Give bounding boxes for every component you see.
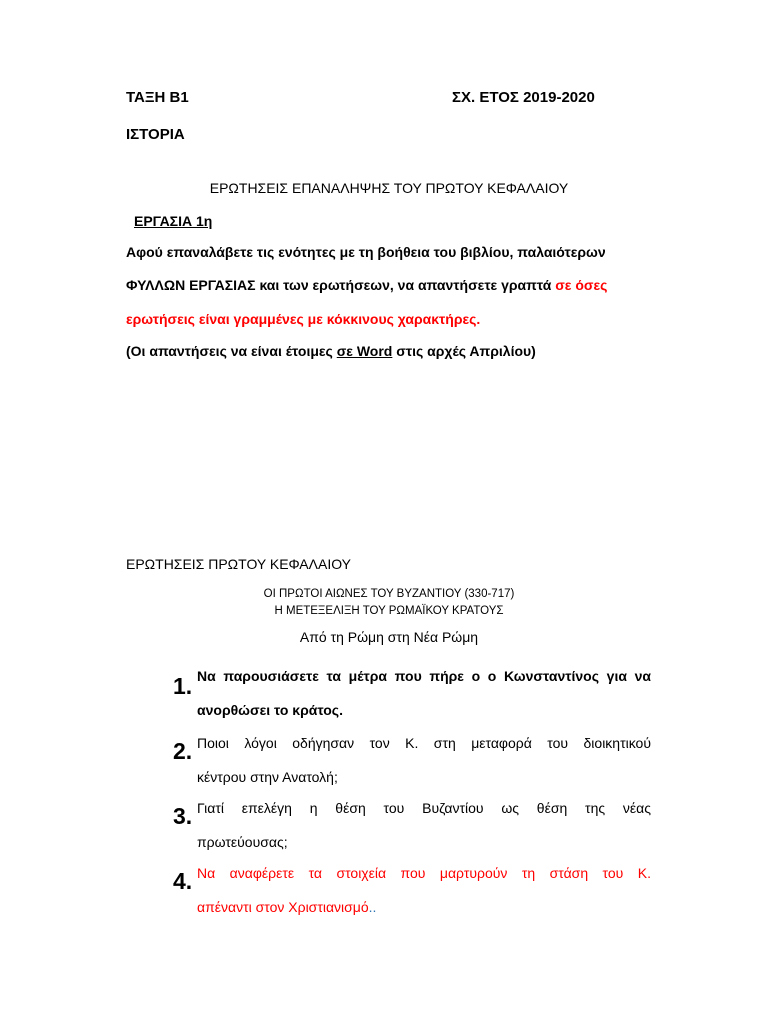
instruction-line-2-red: σε όσες bbox=[555, 277, 608, 293]
review-questions-title: ΕΡΩΤΗΣΕΙΣ ΕΠΑΝΑΛΗΨΗΣ ΤΟΥ ΠΡΩΤΟΥ ΚΕΦΑΛΑΙΟΥ bbox=[209, 180, 569, 196]
question-4 bbox=[197, 863, 651, 931]
class-label: ΤΑΞΗ Β1 bbox=[126, 89, 189, 106]
question-number: 3. bbox=[173, 803, 193, 829]
question-1-line-2: ανορθώσει το κράτος. bbox=[197, 702, 343, 718]
question-number: 4. bbox=[173, 868, 193, 894]
question-3-line-2: πρωτεύουσας; bbox=[197, 834, 288, 850]
instruction-line-2 bbox=[126, 277, 607, 293]
instruction-line-4-end: στις αρχές Απριλίου) bbox=[392, 343, 536, 359]
question-2 bbox=[197, 733, 651, 801]
section-subtitle-1: ΟΙ ΠΡΩΤΟΙ ΑΙΩΝΕΣ ΤΟΥ ΒΥΖΑΝΤΙΟΥ (330-717) bbox=[263, 588, 515, 600]
question-number: 2. bbox=[173, 738, 193, 764]
question-4-trailing-dots: .. bbox=[368, 899, 377, 915]
question-2-line-1: Ποιοι λόγοι οδήγησαν τον Κ. στη μεταφορά του διοικητικού bbox=[197, 735, 651, 751]
instruction-line-1: Αφού επαναλάβετε τις ενότητες με τη βοήθεια του βιβλίου, παλαιότερων bbox=[126, 244, 606, 260]
instruction-line-4 bbox=[126, 343, 536, 359]
section-subtitle-3: Από τη Ρώμη στη Νέα Ρώμη bbox=[299, 629, 479, 645]
section-subtitle-2: Η ΜΕΤΕΞΕΛΙΞΗ ΤΟΥ ΡΩΜΑΪΚΟΥ ΚΡΑΤΟΥΣ bbox=[274, 605, 504, 617]
word-format-text: σε Word bbox=[336, 343, 393, 359]
section-title: ΕΡΩΤΗΣΕΙΣ ΠΡΩΤΟΥ ΚΕΦΑΛΑΙΟΥ bbox=[126, 556, 351, 572]
question-4-line-1: Να αναφέρετε τα στοιχεία που μαρτυρούν τη στάση του Κ. bbox=[197, 865, 651, 881]
question-1-line-1: Να παρουσιάσετε τα μέτρα που πήρε ο ο Κωνσταντίνος για να bbox=[197, 668, 651, 684]
task-label: ΕΡΓΑΣΙΑ 1η bbox=[134, 213, 213, 229]
instruction-line-4-start: (Οι απαντήσεις να είναι έτοιμες bbox=[126, 343, 337, 359]
question-2-line-2: κέντρου στην Ανατολή; bbox=[197, 769, 338, 785]
instruction-line-3-red: ερωτήσεις είναι γραμμένες με κόκκινους χαρακτήρες. bbox=[126, 311, 481, 327]
question-number: 1. bbox=[173, 673, 193, 699]
question-4-line-2 bbox=[197, 897, 651, 931]
question-3 bbox=[197, 798, 651, 866]
question-1 bbox=[197, 666, 651, 734]
school-year-label: ΣΧ. ΕΤΟΣ 2019-2020 bbox=[452, 89, 595, 106]
question-3-line-1: Γιατί επελέγη η θέση του Βυζαντίου ως θέση της νέας bbox=[197, 800, 651, 816]
question-4-line-2-text: απέναντι στον Χριστιανισμό bbox=[197, 899, 369, 915]
instruction-line-2-text: ΦΥΛΛΩΝ ΕΡΓΑΣΙΑΣ και των ερωτήσεων, να απαντήσετε γραπτά bbox=[126, 277, 556, 293]
subject-label: ΙΣΤΟΡΙΑ bbox=[126, 126, 185, 143]
